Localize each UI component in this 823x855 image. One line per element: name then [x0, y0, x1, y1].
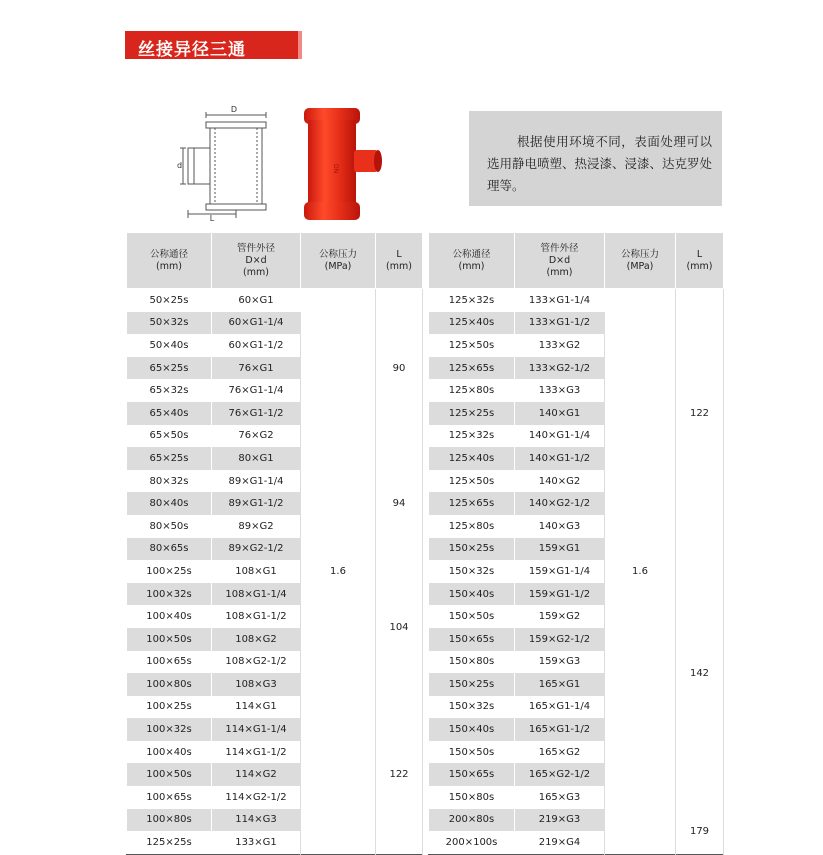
cell-nominal-diameter: 80×40s: [127, 492, 212, 515]
cell-outer-diameter: 60×G1-1/4: [212, 312, 301, 335]
diagram-lines: [180, 112, 266, 218]
cell-nominal-diameter: 100×40s: [127, 605, 212, 628]
header-length: L (mm): [676, 233, 724, 289]
cell-nominal-diameter: 50×32s: [127, 312, 212, 335]
cell-outer-diameter: 159×G2-1/2: [515, 628, 605, 651]
diagram-label-L: L: [209, 214, 215, 222]
cell-nominal-diameter: 80×65s: [127, 538, 212, 561]
cell-nominal-diameter: 150×50s: [429, 605, 515, 628]
cell-nominal-diameter: 125×65s: [429, 492, 515, 515]
cell-outer-diameter: 108×G2: [212, 628, 301, 651]
cell-outer-diameter: 165×G1: [515, 673, 605, 696]
cell-length: 122: [676, 289, 724, 538]
cell-nominal-diameter: 125×80s: [429, 515, 515, 538]
cell-outer-diameter: 133×G1-1/4: [515, 289, 605, 312]
cell-outer-diameter: 76×G1-1/2: [212, 402, 301, 425]
cell-outer-diameter: 140×G2-1/2: [515, 492, 605, 515]
cell-outer-diameter: 108×G3: [212, 673, 301, 696]
cell-nominal-diameter: 100×80s: [127, 809, 212, 832]
table-row: [429, 538, 724, 561]
cell-outer-diameter: 108×G1-1/2: [212, 605, 301, 628]
cell-nominal-diameter: 100×25s: [127, 696, 212, 719]
cell-outer-diameter: 133×G1: [212, 831, 301, 854]
cell-nominal-diameter: 100×32s: [127, 718, 212, 741]
cell-nominal-diameter: 100×32s: [127, 583, 212, 606]
cell-outer-diameter: 114×G3: [212, 809, 301, 832]
cell-outer-diameter: 165×G3: [515, 786, 605, 809]
cell-nominal-diameter: 80×50s: [127, 515, 212, 538]
cell-outer-diameter: 114×G2-1/2: [212, 786, 301, 809]
cell-nominal-diameter: 150×25s: [429, 538, 515, 561]
table-divider: [424, 233, 426, 853]
header-nominal-pressure: 公称压力 (MPa): [301, 233, 376, 289]
cell-nominal-diameter: 65×25s: [127, 357, 212, 380]
cell-nominal-diameter: 150×32s: [429, 560, 515, 583]
cell-nominal-diameter: 200×80s: [429, 809, 515, 832]
cell-nominal-diameter: 150×40s: [429, 718, 515, 741]
cell-nominal-diameter: 150×25s: [429, 673, 515, 696]
cell-outer-diameter: 108×G1-1/4: [212, 583, 301, 606]
cell-outer-diameter: 159×G3: [515, 651, 605, 674]
cell-outer-diameter: 60×G1-1/2: [212, 334, 301, 357]
cell-outer-diameter: 140×G1-1/4: [515, 425, 605, 448]
cell-outer-diameter: 76×G1-1/4: [212, 379, 301, 402]
cell-outer-diameter: 133×G1-1/2: [515, 312, 605, 335]
cell-outer-diameter: 140×G1: [515, 402, 605, 425]
surface-treatment-note: [469, 111, 722, 206]
cell-nominal-diameter: 150×32s: [429, 696, 515, 719]
cell-length: 122: [376, 696, 423, 855]
table-row: [127, 696, 423, 719]
table-row: [429, 809, 724, 832]
header-outer-diameter: 管件外径 D×d (mm): [212, 233, 301, 289]
cell-nominal-diameter: 50×40s: [127, 334, 212, 357]
title-bar: [125, 31, 298, 59]
cell-nominal-diameter: 65×32s: [127, 379, 212, 402]
cell-outer-diameter: 165×G2: [515, 741, 605, 764]
tee-dimension-diagram: [176, 104, 276, 222]
cell-outer-diameter: 114×G2: [212, 763, 301, 786]
note-text: 根据使用环境不同，表面处理可以选用静电喷塑、热浸漆、浸漆、达克罗处理等。: [487, 134, 713, 193]
cell-nominal-diameter: 150×65s: [429, 628, 515, 651]
page-title: 丝接异径三通: [138, 40, 246, 60]
cell-outer-diameter: 165×G1-1/4: [515, 696, 605, 719]
red-tee-photo: [300, 106, 390, 222]
cell-nominal-diameter: 125×25s: [429, 402, 515, 425]
cell-nominal-pressure: 1.6: [605, 289, 676, 855]
cell-outer-diameter: 89×G1-1/4: [212, 470, 301, 493]
header-length: L (mm): [376, 233, 423, 289]
cell-outer-diameter: 80×G1: [212, 447, 301, 470]
cell-nominal-diameter: 125×50s: [429, 470, 515, 493]
cell-nominal-diameter: 125×25s: [127, 831, 212, 854]
spec-table-left: [126, 233, 423, 855]
cell-outer-diameter: 76×G1: [212, 357, 301, 380]
cell-outer-diameter: 60×G1: [212, 289, 301, 312]
cell-length: 90: [376, 289, 423, 448]
cell-outer-diameter: 219×G4: [515, 831, 605, 854]
spec-table-left-body: [127, 289, 423, 855]
cell-nominal-diameter: 150×65s: [429, 763, 515, 786]
cell-nominal-diameter: 65×50s: [127, 425, 212, 448]
header-nominal-pressure: 公称压力 (MPa): [605, 233, 676, 289]
cell-nominal-diameter: 80×32s: [127, 470, 212, 493]
cell-nominal-diameter: 125×80s: [429, 379, 515, 402]
cell-outer-diameter: 114×G1-1/4: [212, 718, 301, 741]
cell-outer-diameter: 133×G3: [515, 379, 605, 402]
spec-table-right: [428, 233, 724, 855]
cell-nominal-diameter: 150×80s: [429, 651, 515, 674]
cell-nominal-diameter: 50×25s: [127, 289, 212, 312]
tee-bottom-collar: [304, 202, 360, 220]
cell-nominal-diameter: 125×40s: [429, 447, 515, 470]
cell-nominal-diameter: 125×40s: [429, 312, 515, 335]
cell-outer-diameter: 108×G1: [212, 560, 301, 583]
cell-nominal-diameter: 100×65s: [127, 651, 212, 674]
cell-nominal-diameter: 125×32s: [429, 425, 515, 448]
cell-nominal-diameter: 65×25s: [127, 447, 212, 470]
cell-nominal-diameter: 200×100s: [429, 831, 515, 854]
cell-outer-diameter: 108×G2-1/2: [212, 651, 301, 674]
cell-outer-diameter: 114×G1: [212, 696, 301, 719]
cell-outer-diameter: 159×G1-1/4: [515, 560, 605, 583]
cell-outer-diameter: 133×G2-1/2: [515, 357, 605, 380]
cell-length: 104: [376, 560, 423, 696]
cell-nominal-diameter: 100×50s: [127, 628, 212, 651]
cell-outer-diameter: 219×G3: [515, 809, 605, 832]
cell-outer-diameter: 165×G2-1/2: [515, 763, 605, 786]
cell-nominal-diameter: 100×40s: [127, 741, 212, 764]
cell-outer-diameter: 159×G1-1/2: [515, 583, 605, 606]
cell-outer-diameter: 159×G2: [515, 605, 605, 628]
cell-nominal-diameter: 150×40s: [429, 583, 515, 606]
diagram-label-D: D: [230, 105, 238, 114]
cell-outer-diameter: 133×G2: [515, 334, 605, 357]
cell-nominal-pressure: 1.6: [301, 289, 376, 855]
table-row: [127, 447, 423, 470]
cell-outer-diameter: 165×G1-1/2: [515, 718, 605, 741]
cell-nominal-diameter: 150×50s: [429, 741, 515, 764]
cell-nominal-diameter: 125×65s: [429, 357, 515, 380]
cell-nominal-diameter: 125×32s: [429, 289, 515, 312]
cell-nominal-diameter: 150×80s: [429, 786, 515, 809]
cell-outer-diameter: 114×G1-1/2: [212, 741, 301, 764]
cell-outer-diameter: 140×G3: [515, 515, 605, 538]
tee-body: [308, 120, 356, 206]
title-accent: [298, 31, 302, 59]
cell-nominal-diameter: 100×80s: [127, 673, 212, 696]
cell-nominal-diameter: 65×40s: [127, 402, 212, 425]
cell-outer-diameter: 76×G2: [212, 425, 301, 448]
cell-outer-diameter: 89×G1-1/2: [212, 492, 301, 515]
header-nominal-diameter: 公称通径 (mm): [429, 233, 515, 289]
table-row: [127, 560, 423, 583]
header-nominal-diameter: 公称通径 (mm): [127, 233, 212, 289]
cell-nominal-diameter: 100×25s: [127, 560, 212, 583]
table-row: [429, 289, 724, 312]
cell-outer-diameter: 89×G2: [212, 515, 301, 538]
cell-outer-diameter: 140×G2: [515, 470, 605, 493]
cell-outer-diameter: 140×G1-1/2: [515, 447, 605, 470]
cell-length: 94: [376, 447, 423, 560]
header-outer-diameter: 管件外径 D×d (mm): [515, 233, 605, 289]
cell-nominal-diameter: 125×50s: [429, 334, 515, 357]
cell-outer-diameter: 89×G2-1/2: [212, 538, 301, 561]
spec-table-right-body: [429, 289, 724, 855]
diagram-label-d: d: [177, 161, 183, 170]
table-row: [127, 289, 423, 312]
cell-nominal-diameter: 100×65s: [127, 786, 212, 809]
cell-length: 142: [676, 538, 724, 809]
cell-outer-diameter: 159×G1: [515, 538, 605, 561]
tee-branch-opening: [374, 150, 382, 172]
cell-nominal-diameter: 100×50s: [127, 763, 212, 786]
cell-length: 179: [676, 809, 724, 855]
tee-casting-mark: DN: [332, 164, 339, 174]
